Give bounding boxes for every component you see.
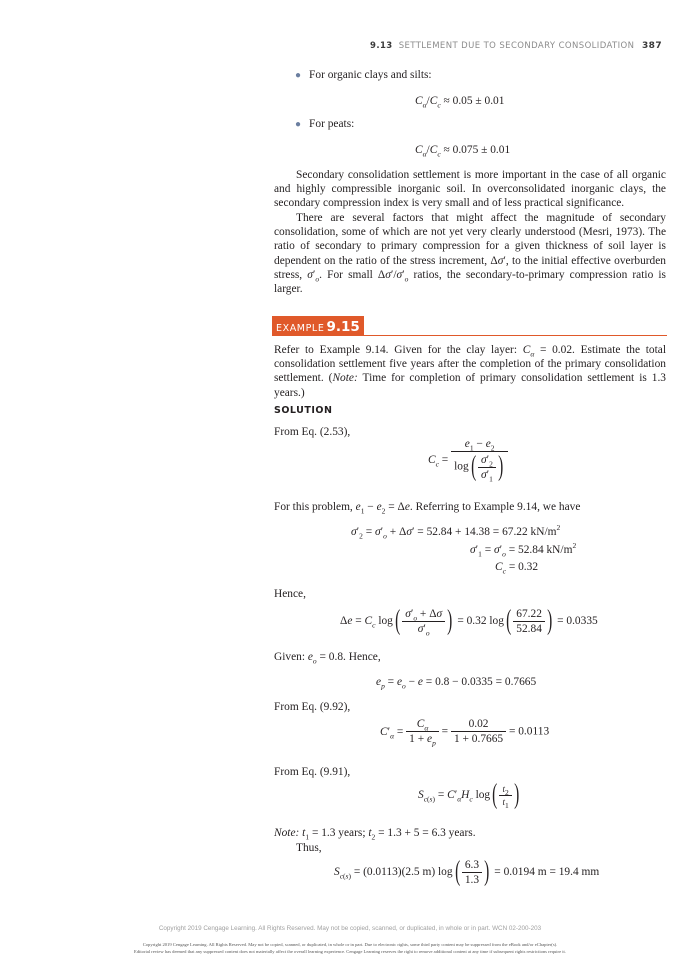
thus-label: Thus, (296, 842, 322, 854)
equation-peats: $C_\alpha/C_c \approx 0.075 \pm 0.01$ (415, 144, 511, 159)
equation-value: ≈ 0.075 ± 0.01 (443, 144, 511, 156)
equation-secondary-settlement: $S_{c(s)} = C'_\alpha H_c$ log( $\frac{t_2}{t_1}$ ) (418, 779, 519, 810)
equation-sigma1: $\sigma'_1 = \sigma'_o = 52.84$ $kN/m^2$ (470, 541, 577, 559)
equation-delta-e: $\Delta e = C_c$ log( $\frac{\sigma'_o + \Delta\sigma}{\sigma'_o}$ ) = 0.32 log( $\frac{67.22}{52.84}$ ) = 0.0335 (340, 605, 598, 637)
hence-label: Hence, (274, 588, 306, 600)
bullet-label: For peats: (309, 118, 355, 130)
section-number: 9.13 (370, 41, 393, 51)
example-tag (272, 316, 364, 336)
given-eo: Given: $e_o = 0.8$. Hence, (274, 651, 381, 666)
bullet-peats (295, 118, 354, 130)
page-number: 387 (642, 41, 662, 51)
running-head (370, 41, 680, 51)
section-title: SETTLEMENT DUE TO SECONDARY CONSOLIDATION (398, 41, 635, 51)
for-this-problem: For this problem, $e_1 - e_2 = \Delta e$. Referring to Example 9.14, we have (274, 501, 581, 516)
equation-organic-clays: $C_\alpha/C_c \approx 0.05 \pm 0.01$ (415, 95, 505, 110)
equation-cc-value: $C_c = 0.32$ (495, 561, 539, 576)
paragraph-factors: There are several factors that might affect the magnitude of secondary consolidation, some of which are not yet very clearly understood (Mesri, 1973). The ratio of secondary to primary compression for a given thickness of soil layer is dependent on the ratio of the stress increment, Δσ′, to the initial effective overburden stress, $\sigma'_o$. For small $\Delta\sigma'/\sigma'_o$ ratios, the secondary-to-primary compression ratio is larger. (274, 212, 666, 296)
note-times: Note: $t_1 = 1.3$ years; $t_2 = 1.3 + 5 = 6.3$ years. (274, 827, 476, 842)
example-rule (272, 335, 667, 337)
bullet-organic-clays (295, 69, 432, 81)
solution-heading: SOLUTION (274, 405, 333, 416)
paragraph-secondary-importance: Secondary consolidation settlement is more important in the case of all organic and highly compressible inorganic soil. In overconsolidated inorganic clays, the secondary compression index is very small and of less practical significance. (274, 169, 666, 210)
copyright-banner: Copyright 2019 Cengage Learning. All Rights Reserved. May not be copied, scanned, or duplicated, in whole or in part. WCN 02-200-203 (158, 925, 542, 932)
equation-c-alpha-prime: $C'_\alpha$ = $\frac{C_\alpha}{1 + e_p}$ = $\frac{0.02}{1 + 0.7665}$ = 0.0113 (380, 718, 550, 748)
example-number: 9.15 (326, 319, 360, 335)
equation-final-settlement: $S_{c(s)} = (0.0113)(2.5$ m) log( $\frac{6.3}{1.3}$ ) = 0.0194 m = 19.4 mm (334, 856, 600, 887)
equation-value: ≈ 0.05 ± 0.01 (443, 95, 505, 107)
from-eq-9-92: From Eq. (9.92), (274, 701, 351, 713)
bullet-label: For organic clays and silts: (309, 69, 432, 81)
equation-sigma2: $\sigma'_2 = \sigma'_o + \Delta\sigma' = 52.84 + 14.38 = 67.22$ $kN/m^2$ (351, 523, 561, 541)
from-eq-9-91: From Eq. (9.91), (274, 766, 351, 778)
copyright-notice: Copyright 2019 Cengage Learning. All Rights Reserved. May not be copied, scanned, or duplicated, in whole or in part. Due to electronic rights, some third party content may be suppressed from the eBook and/or eChapter(s). Editorial review has deemed that any suppressed content does not materially affect the overall learning experience. Cengage Learning reserves the right to remove additional content at any time if subsequent rights restrictions require it. (134, 942, 566, 954)
example-label: EXAMPLE (276, 323, 325, 334)
equation-ep: $e_p = e_o - e = 0.8 - 0.0335 = 0.7665$ (376, 676, 537, 691)
bullet-icon: ● (295, 70, 302, 81)
from-eq-2-53: From Eq. (2.53), (274, 426, 351, 438)
equation-cc-definition: $C_c$ = $e_1 - e_2$ log( $\frac{\sigma'_2}{\sigma'_1}$ ) (428, 438, 508, 481)
example-problem: Refer to Example 9.14. Given for the clay layer: $C_\alpha = 0.02$. Estimate the total consolidation settlement five years after the completion of the primary consolidation settlement. (Note: Time for completion of primary consolidation settlement is 1.3 years.) (274, 344, 666, 399)
example-header (272, 316, 667, 336)
bullet-icon: ● (295, 119, 302, 130)
